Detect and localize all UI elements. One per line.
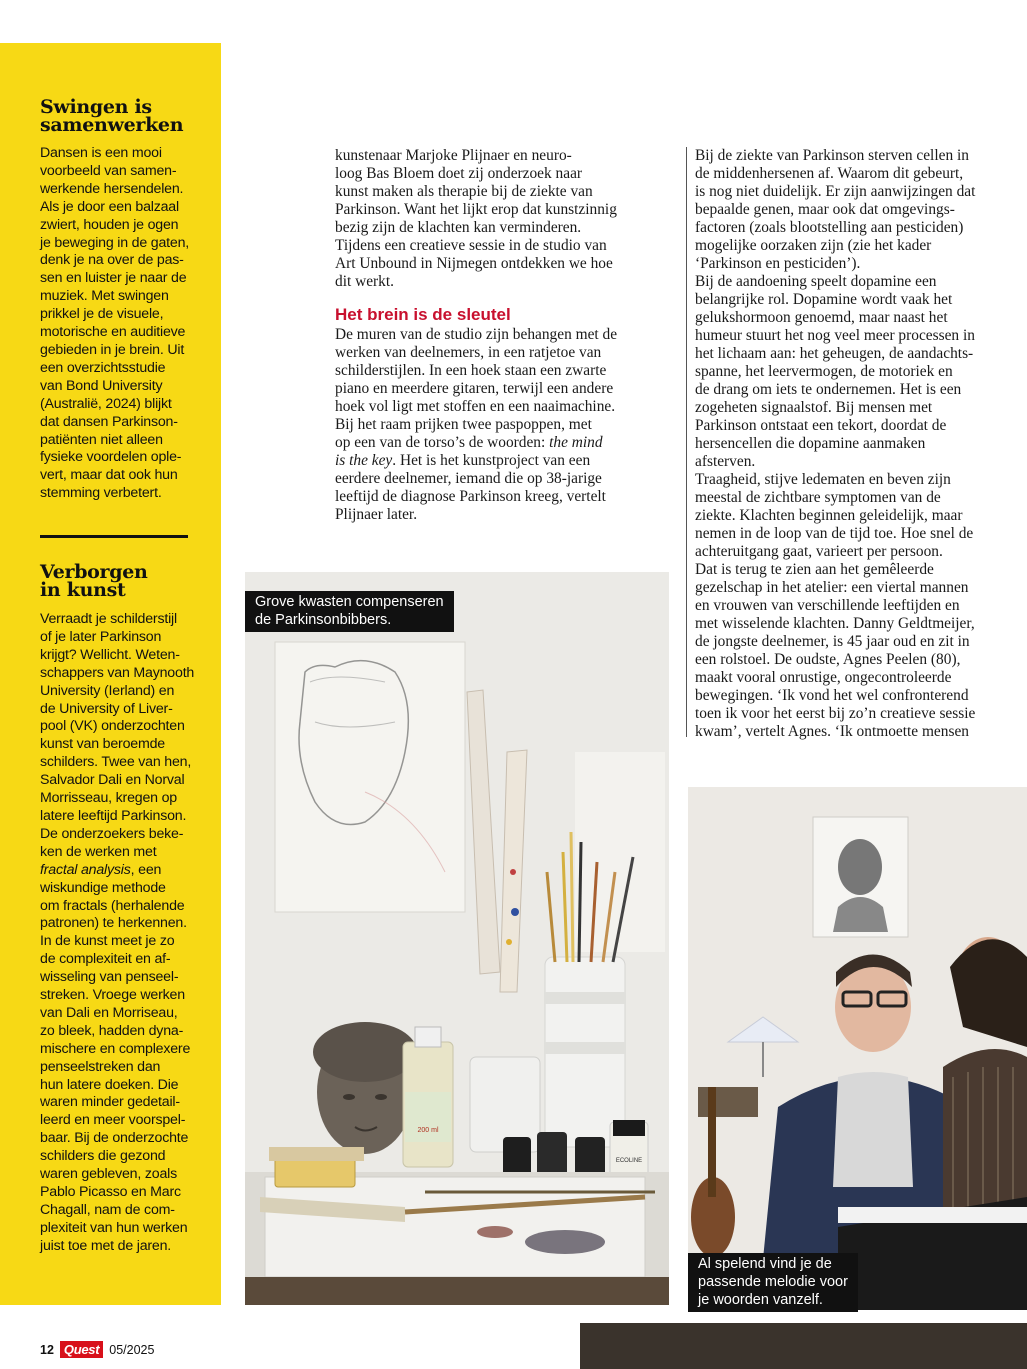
text-line: waren gebleven, zoals: [40, 1166, 177, 1183]
text-line: de University of Liver-: [40, 700, 173, 717]
text-line: dit werkt.: [335, 273, 394, 290]
text-line: toen ik voor het eerst bij zo’n creatieve sessie: [695, 705, 976, 722]
text-line: schappers van Maynooth: [40, 664, 195, 681]
text-line: ‘Parkinson en pesticiden’).: [695, 255, 861, 272]
text-line: het lichaam aan: het geheugen, de aandachts-: [695, 345, 974, 362]
text-line: sen en luister je naar de: [40, 270, 187, 287]
text-line: mischere en complexere: [40, 1040, 191, 1057]
bottom-photo-strip: [580, 1323, 1027, 1369]
text-line: wiskundige methode: [40, 879, 166, 896]
studio-illustration: [245, 572, 669, 1305]
text-line: ziekte. Klachten beginnen geleidelijk, maar: [695, 507, 963, 524]
issue-number: 05/2025: [109, 1342, 155, 1357]
text-line: voorbeeld van samen-: [40, 162, 177, 179]
text-line: Art Unbound in Nijmegen ontdekken we hoe: [335, 255, 613, 272]
text-line: hoek vol ligt met stoffen en een naaimachine.: [335, 398, 616, 415]
text-line: Bij de ziekte van Parkinson sterven cellen in: [695, 147, 969, 164]
text-line: werkende hersendelen.: [40, 180, 184, 197]
text-line: loog Bas Bloem doet zij onderzoek naar: [335, 165, 583, 182]
photo-caption-studio: Grove kwasten compenseren de Parkinsonbibbers.: [245, 591, 454, 632]
photo-caption-piano: Al spelend vind je de passende melodie voor je woorden vanzelf.: [688, 1253, 858, 1312]
text-line: bepaalde genen, maar ook dat omgevings-: [695, 201, 955, 218]
text-line: Morrisseau, kregen op: [40, 790, 177, 807]
text-line: In de kunst meet je zo: [40, 933, 175, 950]
text-line: waren minder gedetail-: [40, 1094, 180, 1111]
text-line: de drang om iets te ondernemen. Het is een: [695, 381, 962, 398]
text-line: de middenhersenen af. Waarom dit gebeurt,: [695, 165, 964, 182]
text-line: Parkinson. Want het lijkt erop dat kunstzinnig: [335, 201, 617, 218]
text-line: (Australië, 2024) blijkt: [40, 395, 172, 412]
text-line: gezelschap in het atelier: een viertal mannen: [695, 579, 969, 596]
sidebar-text-verborgen: [40, 611, 204, 1256]
text-line: Bij de aandoening speelt dopamine een: [695, 273, 937, 290]
text-line: bewegingen. ‘Ik vond het wel confronterend: [695, 687, 969, 704]
text-line: zogeheten signaalstof. Bij mensen met: [695, 399, 933, 416]
text-line: eerdere deelnemer, iemand die op 38-jarige: [335, 470, 602, 487]
text-line: vert, maar dat ook hun: [40, 467, 178, 484]
text-line: is nog niet duidelijk. Er zijn aanwijzingen dat: [695, 183, 976, 200]
text-line: spanne, het leervermogen, de motoriek en: [695, 363, 953, 380]
bottle-label-text: 200 ml: [417, 1127, 439, 1134]
text-line: de jongste deelnemer, is 45 jaar oud en zit in: [695, 633, 970, 650]
text-line: Verraadt je schilderstijl: [40, 611, 177, 627]
text-line: denk je na over de pas-: [40, 252, 184, 269]
text-line: fractal analysis, een: [40, 861, 162, 878]
text-line: kwam’, vertelt Agnes. ‘Ik ontmoette mensen: [695, 723, 969, 740]
sidebar-title-verborgen: Verborgen in kunst: [40, 561, 148, 601]
piano-illustration: [688, 787, 1027, 1310]
text-line: bezig zijn de klachten kan verminderen.: [335, 219, 582, 236]
text-line: Dat is terug te zien aan het gemêleerde: [695, 561, 934, 578]
column-divider: [686, 147, 687, 737]
text-line: een overzichtsstudie: [40, 359, 166, 376]
sidebar-text-swingen: [40, 145, 204, 503]
text-line: humeur stuurt het nog veel meer processen in: [695, 327, 975, 344]
text-line: op een van de torso’s de woorden: the mind: [335, 434, 603, 451]
text-line: plexiteit van hun werken: [40, 1219, 188, 1236]
text-line: piano en meerdere gitaren, terwijl een andere: [335, 380, 614, 397]
text-line: wisseling van penseel-: [40, 969, 179, 986]
text-line: Traagheid, stijve ledematen en beven zijn: [695, 471, 951, 488]
text-line: motorische en auditieve: [40, 324, 186, 341]
text-line: een rolstoel. De oudste, Agnes Peelen (80),: [695, 651, 961, 668]
text-line: Pablo Picasso en Marc: [40, 1184, 181, 1200]
text-line: kunst maken als therapie bij de ziekte van: [335, 183, 593, 200]
article-column-middle-cont: [335, 326, 675, 524]
text-line: van Bond University: [40, 377, 163, 394]
text-line: de complexiteit en af-: [40, 951, 171, 968]
text-line: stemming verbetert.: [40, 485, 162, 502]
text-line: meestal de zichtbare symptomen van de: [695, 489, 941, 506]
text-line: of je later Parkinson: [40, 628, 162, 645]
page-footer: [40, 1341, 154, 1358]
text-line: penseelstreken dan: [40, 1058, 161, 1075]
sidebar-title-swingen: Swingen is samenwerken: [40, 96, 184, 136]
text-line: patiënten niet alleen: [40, 431, 163, 448]
text-line: ken de werken met: [40, 843, 157, 860]
text-line: University (Ierland) en: [40, 682, 175, 699]
text-line: Plijnaer later.: [335, 506, 418, 523]
text-line: nemen in de loop van de tijd toe. Hoe snel de: [695, 525, 974, 542]
text-line: en vrouwen van verschillende leeftijden en: [695, 597, 960, 614]
text-line: kunstenaar Marjoke Plijnaer en neuro-: [335, 147, 572, 164]
text-line: latere leeftijd Parkinson.: [40, 807, 187, 824]
sidebar-divider: [40, 535, 188, 538]
text-line: Bij het raam prijken twee paspoppen, met: [335, 416, 592, 433]
text-line: baar. Bij de onderzochte: [40, 1130, 189, 1147]
text-line: hersencellen die dopamine aanmaken: [695, 435, 926, 452]
text-line: factoren (zoals blootstelling aan pesticiden): [695, 219, 964, 236]
text-line: gelukshormoon genoemd, maar naast het: [695, 309, 948, 326]
text-line: mogelijke oorzaken zijn (zie het kader: [695, 237, 932, 254]
text-line: krijgt? Wellicht. Weten-: [40, 646, 180, 663]
quest-logo: Quest: [60, 1341, 103, 1358]
text-line: is the key. Het is het kunstproject van een: [335, 452, 591, 469]
text-line: zwiert, houden je ogen: [40, 216, 179, 233]
text-line: Salvador Dali en Norval: [40, 772, 185, 789]
text-line: afsterven.: [695, 453, 756, 470]
text-line: gebieden in je brein. Uit: [40, 341, 185, 358]
text-line: Chagall, nam de com-: [40, 1201, 175, 1218]
text-line: streken. Vroege werken: [40, 987, 185, 1004]
text-line: patronen) te herkennen.: [40, 915, 187, 932]
text-line: werken van deelnemers, in een ratjetoe van: [335, 344, 602, 361]
section-subhead: Het brein is de sleutel: [335, 305, 511, 324]
text-line: van Dali en Morriseau,: [40, 1004, 178, 1021]
text-line: prikkel je de visuele,: [40, 306, 164, 323]
text-line: dat dansen Parkinson-: [40, 413, 178, 430]
text-line: Dansen is een mooi: [40, 145, 162, 161]
text-line: leerd en meer voorspel-: [40, 1112, 186, 1129]
text-line: hun latere doeken. Die: [40, 1076, 179, 1093]
text-line: pool (VK) onderzochten: [40, 718, 185, 735]
text-line: belangrijke rol. Dopamine wordt vaak het: [695, 291, 953, 308]
text-line: schilders die gezond: [40, 1148, 166, 1165]
text-line: De onderzoekers beke-: [40, 825, 184, 842]
piano-photo: [688, 787, 1027, 1310]
article-column-right: [695, 147, 1027, 741]
text-line: achteruitgang gaat, varieert per persoon.: [695, 543, 943, 560]
page-number: 12: [40, 1342, 54, 1357]
text-line: De muren van de studio zijn behangen met de: [335, 326, 618, 343]
article-column-middle: [335, 147, 675, 291]
text-line: muziek. Met swingen: [40, 288, 169, 305]
text-line: Tijdens een creatieve sessie in de studio van: [335, 237, 607, 254]
text-line: om fractals (herhalende: [40, 897, 185, 914]
text-line: je beweging in de gaten,: [40, 234, 190, 251]
text-line: schilderstijlen. In een hoek staan een zwarte: [335, 362, 607, 379]
studio-photo: [245, 572, 669, 1305]
ecoline-label: ECOLINE: [615, 1158, 643, 1164]
text-line: Als je door een balzaal: [40, 198, 179, 215]
text-line: fysieke voordelen ople-: [40, 449, 182, 466]
text-line: zo bleek, hadden dyna-: [40, 1022, 184, 1039]
text-line: kunst van beroemde: [40, 736, 165, 753]
text-line: juist toe met de jaren.: [40, 1237, 172, 1254]
text-line: maakt vooral onrustige, ongecontroleerde: [695, 669, 952, 686]
text-line: Parkinson ontstaat een tekort, doordat de: [695, 417, 947, 434]
text-line: leeftijd de diagnose Parkinson kreeg, vertelt: [335, 488, 606, 505]
text-line: schilders. Twee van hen,: [40, 754, 192, 771]
text-line: met wisselende klachten. Danny Geldtmeijer,: [695, 615, 975, 632]
